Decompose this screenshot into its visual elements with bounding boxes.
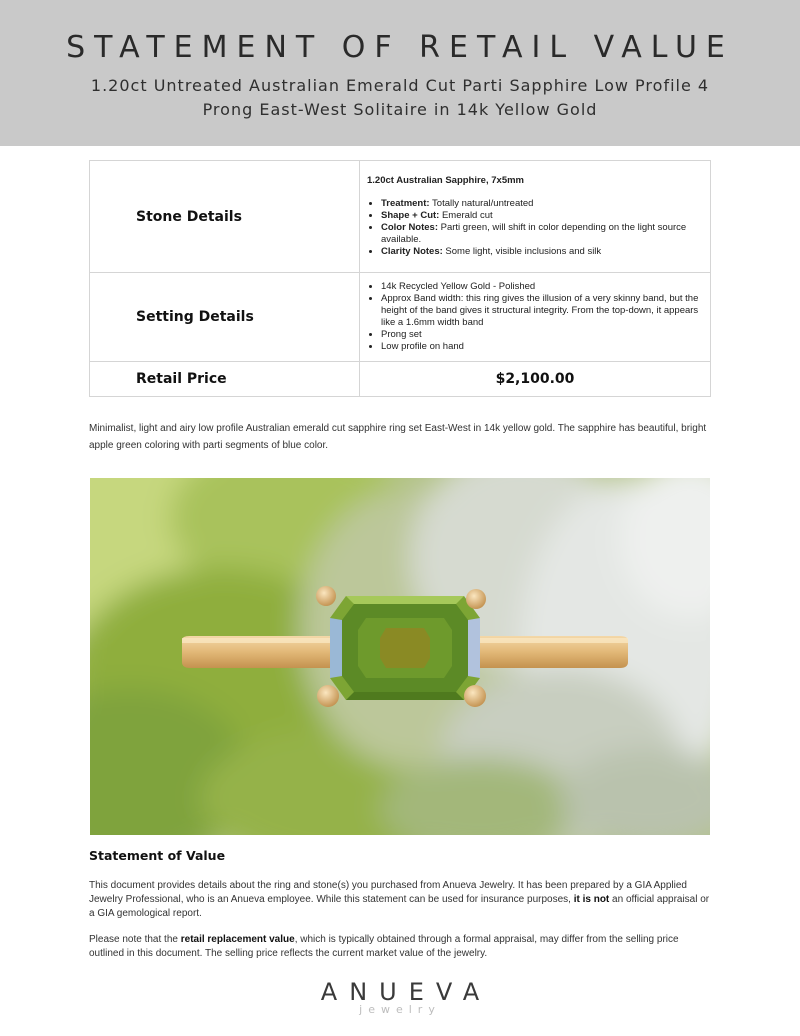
product-title: 1.20ct Untreated Australian Emerald Cut Parti Sapphire Low Profile 4 Prong East-West Solitaire in 14k Yellow Gold	[90, 76, 710, 119]
brand-logo: ANUEVA	[320, 978, 492, 1006]
stone-details-info	[360, 161, 711, 273]
product-description: Minimalist, light and airy low profile Australian emerald cut sapphire ring set East-West in 14k yellow gold. The sapphire has beautiful, bright apple green coloring with parti segments of blue color.	[89, 423, 707, 451]
statement-paragraph-1: This document provides details about the ring and stone(s) you purchased from Anueva Jewelry. It has been prepared by a GIA Applied Jewelry Professional, who is an Anueva employee. While this statement can be used for insurance purposes, it is not an official appraisal or a GIA gemological report.	[89, 880, 710, 919]
stone-details-label: Stone Details	[90, 161, 360, 273]
stone-details-list	[367, 198, 700, 258]
list-item: • Low profile on hand	[381, 341, 700, 353]
ring-photo	[90, 478, 710, 835]
setting-details-label: Setting Details	[90, 273, 360, 362]
list-item: • Clarity Notes: Some light, visible inclusions and silk	[381, 246, 700, 258]
list-item: • Color Notes: Parti green, will shift in color depending on the light source available.	[381, 222, 700, 246]
list-item: • 14k Recycled Yellow Gold - Polished	[381, 281, 700, 293]
brand-logo-subtitle: jewelry	[359, 1003, 441, 1016]
document-title: STATEMENT OF RETAIL VALUE	[66, 30, 734, 65]
retail-price-row	[90, 362, 711, 397]
setting-details-row	[90, 273, 711, 362]
list-item: • Approx Band width: this ring gives the illusion of a very skinny band, but the height of the band gives it structural integrity. From the top-down, it appears like a 1.6mm width band	[381, 293, 700, 329]
stone-heading: 1.20ct Australian Sapphire, 7x5mm	[367, 175, 524, 186]
list-item: • Shape + Cut: Emerald cut	[381, 210, 700, 222]
statement-of-value-heading: Statement of Value	[89, 848, 226, 863]
setting-details-info	[360, 273, 711, 362]
retail-price-value: $2,100.00	[360, 362, 711, 397]
details-table	[89, 160, 711, 397]
list-item: • Prong set	[381, 329, 700, 341]
retail-price-label: Retail Price	[90, 362, 360, 397]
header-banner	[0, 0, 800, 146]
setting-details-list	[367, 281, 700, 353]
list-item: • Treatment: Totally natural/untreated	[381, 198, 700, 210]
stone-details-row	[90, 161, 711, 273]
statement-paragraph-2: Please note that the retail replacement value, which is typically obtained through a formal appraisal, may differ from the selling price outlined in this document. The selling price reflects the current market value of the jewelry.	[89, 934, 679, 959]
